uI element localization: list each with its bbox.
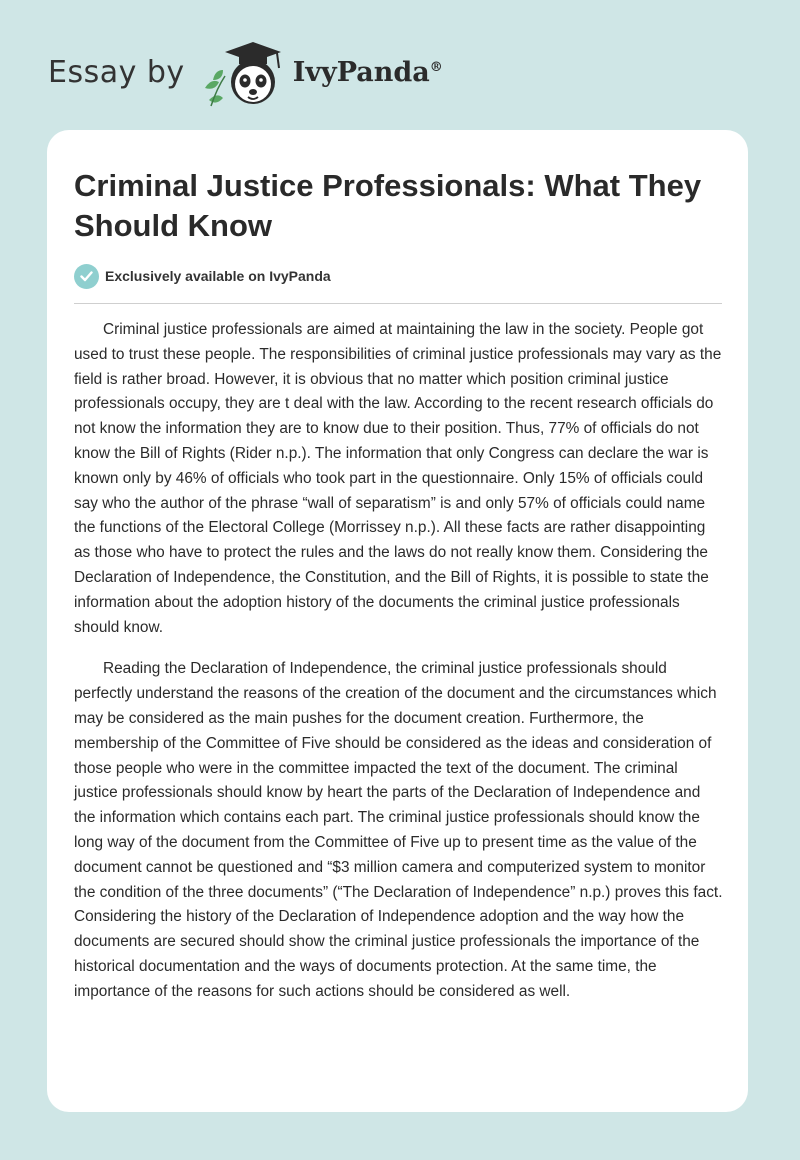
exclusive-badge-label: Exclusively available on IvyPanda (105, 268, 331, 284)
paragraph: Criminal justice professionals are aimed at maintaining the law in the society. People got used to trust these people. The responsibilities of criminal justice professionals may vary as the field is rather broad. However, it is obvious that no matter which position criminal justice professionals occupy, they are t deal with the law. According to the recent research officials do not know the information they are to know due to their position. Thus, 77% of officials do not know the Bill of Rights (Rider n.p.). The information that only Congress can declare the war is known only by 46% of officials who took part in the questionnaire. Only 15% of officials could say who the author of the phrase “wall of separatism” is and only 57% of officials could name the functions of the Electoral College (Morrissey n.p.). All these facts are rather disappointing as those who have to protect the rules and the laws do not really know them. Considering the Declaration of Independence, the Constitution, and the Bill of Rights, it is possible to state the information about the adoption history of the documents the criminal justice professionals should know. (74, 321, 722, 636)
essay-by-label: Essay by (48, 54, 185, 90)
site-header (0, 0, 800, 130)
brand-name: IvyPanda® (292, 56, 443, 88)
brand-logo[interactable] (48, 36, 443, 108)
page-title: Criminal Justice Professionals: What They Should Know (74, 168, 702, 243)
paragraph: Reading the Declaration of Independence, the criminal justice professionals should perfectly understand the reasons of the creation of the document and the circumstances which may be considered as the main pushes for the document creation. Furthermore, the membership of the Committee of Five should be considered as the ideas and consideration of those people who were in the committee impacted the text of the document. The criminal justice professionals should know by heart the parts of the Declaration of Independence and the information which contains each part. The criminal justice professionals should know the long way of the document from the Committee of Five up to present time as the value of the document cannot be questioned and “$3 million camera and computerized system to monitor the condition of the three documents” (“The Declaration of Independence” n.p.) proves this fact. Considering the history of the Declaration of Independence adoption and the way how the documents are secured should show the criminal justice professionals the importance of the historical documentation and the ways of documents protection. At the same time, the importance of the reasons for such actions should be considered as well. (74, 660, 723, 1000)
essay-body (74, 318, 724, 1022)
ivy-leaf-icon (205, 70, 225, 106)
essay-card (47, 130, 748, 1112)
exclusive-badge (74, 263, 331, 289)
divider (74, 303, 722, 304)
panda-logo-icon (199, 36, 289, 108)
check-icon (74, 264, 99, 289)
